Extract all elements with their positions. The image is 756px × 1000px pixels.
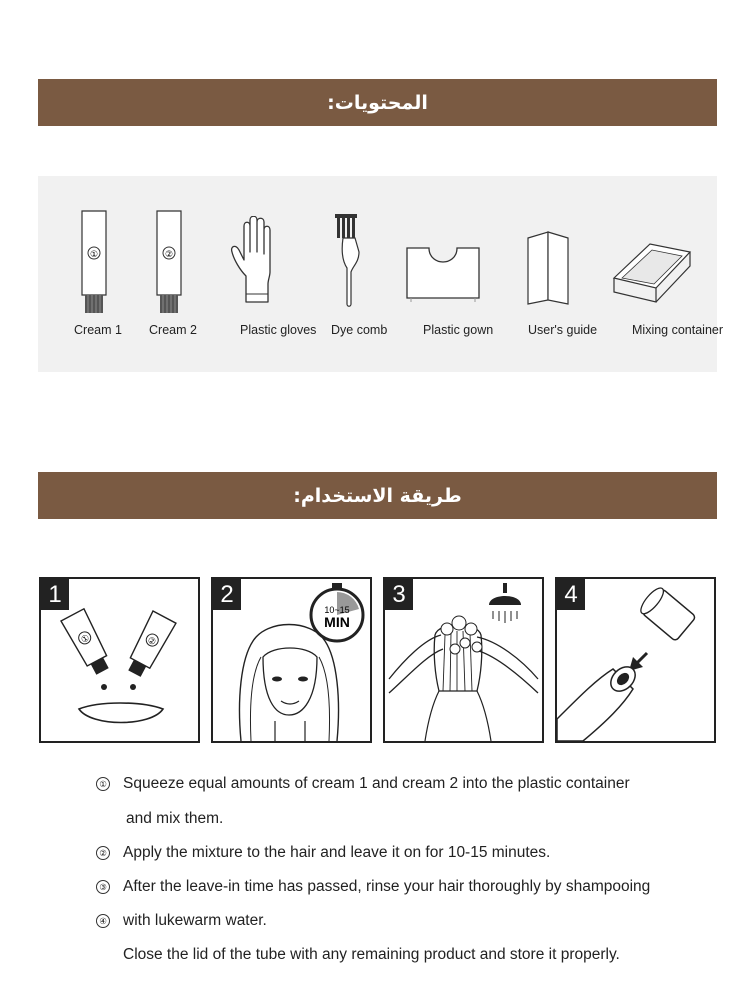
- instruction-line-1b: [126, 810, 756, 828]
- step-number: 3: [385, 579, 413, 610]
- instruction-line-4: [96, 912, 736, 930]
- contents-header: [38, 79, 717, 126]
- instruction-line-5: [123, 946, 756, 964]
- rinse-shower-icon: [385, 579, 542, 741]
- glove-icon: [230, 216, 290, 308]
- apply-timer-icon: [213, 579, 370, 741]
- instruction-text: After the leave-in time has passed, rinse your hair thoroughly by shampooing: [123, 878, 651, 895]
- svg-text:MIN: MIN: [324, 614, 350, 630]
- instruction-text: and mix them.: [126, 810, 224, 827]
- step-marker: ④: [96, 914, 110, 928]
- step-number: 2: [213, 579, 241, 610]
- dye-comb-icon: [333, 212, 373, 308]
- step-3-panel: [383, 577, 544, 743]
- plastic-gown-icon: [405, 242, 481, 302]
- svg-text:②: ②: [164, 250, 174, 260]
- instruction-text: with lukewarm water.: [123, 912, 267, 929]
- instruction-line-3: [96, 878, 736, 896]
- instruction-text: Squeeze equal amounts of cream 1 and cream 2 into the plastic container: [123, 775, 630, 792]
- item-label: Plastic gloves: [240, 323, 317, 337]
- instruction-line-2: [96, 844, 736, 862]
- squeeze-tubes-icon: [41, 579, 198, 741]
- step-marker: ③: [96, 880, 110, 894]
- step-4-panel: [555, 577, 716, 743]
- step-marker: ①: [96, 777, 110, 791]
- mixing-container-icon: [610, 238, 694, 304]
- item-label: User's guide: [528, 323, 598, 337]
- step-2-panel: [211, 577, 372, 743]
- step-1-panel: [39, 577, 200, 743]
- svg-text:②: ②: [145, 635, 158, 649]
- item-label: Mixing container: [632, 323, 724, 337]
- tube-1-icon: [79, 209, 109, 313]
- instruction-line-1: [96, 775, 736, 793]
- contents-panel: [38, 176, 724, 372]
- instruction-text: Close the lid of the tube with any remaining product and store it properly.: [123, 946, 620, 963]
- svg-text:10~15: 10~15: [324, 605, 350, 615]
- step-marker: ②: [96, 846, 110, 860]
- close-tube-icon: [557, 579, 714, 741]
- user-guide-icon: [526, 230, 572, 306]
- tube-2-icon: [154, 209, 184, 313]
- item-label: Cream 2: [149, 323, 197, 337]
- contents-title: المحتويات:: [327, 91, 428, 114]
- item-label: Dye comb: [331, 323, 388, 337]
- item-label: Plastic gown: [423, 323, 494, 337]
- usage-header: [38, 472, 717, 519]
- item-label: Cream 1: [74, 323, 122, 337]
- step-number: 1: [41, 579, 69, 610]
- svg-text:①: ①: [79, 633, 92, 646]
- usage-title: طريقة الاستخدام:: [293, 484, 462, 507]
- step-number: 4: [557, 579, 585, 610]
- svg-text:①: ①: [89, 250, 99, 260]
- instruction-text: Apply the mixture to the hair and leave it on for 10-15 minutes.: [123, 844, 551, 861]
